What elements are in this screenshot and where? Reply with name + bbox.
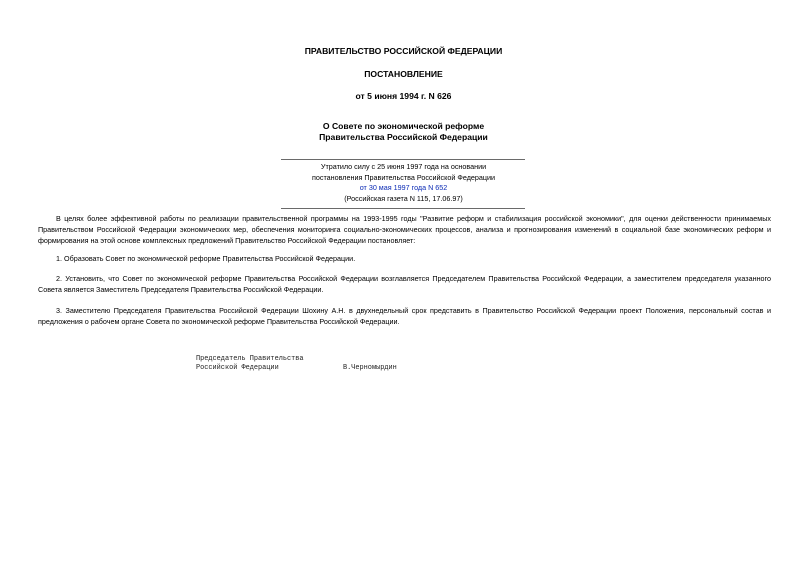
signature-position-line2: Российской Федерации	[196, 364, 279, 372]
document-title-line1: О Совете по экономической реформе	[322, 121, 485, 131]
status-note-top-rule	[281, 159, 525, 160]
status-note-bottom-rule	[281, 208, 525, 209]
government-heading: ПРАВИТЕЛЬСТВО РОССИЙСКОЙ ФЕДЕРАЦИИ	[304, 46, 503, 56]
document-date-number: от 5 июня 1994 г. N 626	[355, 91, 452, 101]
signature-position-line1: Председатель Правительства	[196, 355, 304, 363]
decree-item-2: 2. Установить, что Совет по экономической реформе Правительства Российской Федерации возглавляется Председателем Правительства Российской Федерации, а заместителем председателя указанного Совета является Заместитель Председателя Правительства Российской Федерации.	[38, 274, 771, 295]
document-type: ПОСТАНОВЛЕНИЕ	[364, 69, 443, 79]
document-title-line2: Правительства Российской Федерации	[319, 132, 488, 142]
status-note-line1: Утратило силу с 25 июня 1997 года на основании	[320, 162, 487, 171]
status-note-line2: постановления Правительства Российской Федерации	[311, 173, 496, 182]
decree-item-1: 1. Образовать Совет по экономической реформе Правительства Российской Федерации.	[56, 254, 356, 263]
signature-name: В.Черномырдин	[343, 364, 397, 372]
decree-item-3: 3. Заместителю Председателя Правительства Российской Федерации Шохину А.Н. в двухнедельный срок представить в Правительство Российской Федерации проект Положения, персональный состав и предложения о рабочем органе Совета по экономической реформе Правительства Российской Федерации.	[38, 306, 771, 327]
status-note-source: (Российская газета N 115, 17.06.97)	[344, 194, 463, 203]
preamble-paragraph: В целях более эффективной работы по реализации правительственной программы на 1993-1995 годы "Развитие реформ и стабилизация российской экономики", для оценки действенности принимаемых Правительством Российской Федерации экономических мер, обеспечения мониторинга социально-экономических процессов, анализа и прогнозирования изменений в социальной базе экономических реформ и формирования на этой основе комплексных предложений Правительство Российской Федерации постановляет:	[38, 214, 771, 246]
repeal-decree-link[interactable]: от 30 мая 1997 года N 652	[359, 183, 448, 192]
